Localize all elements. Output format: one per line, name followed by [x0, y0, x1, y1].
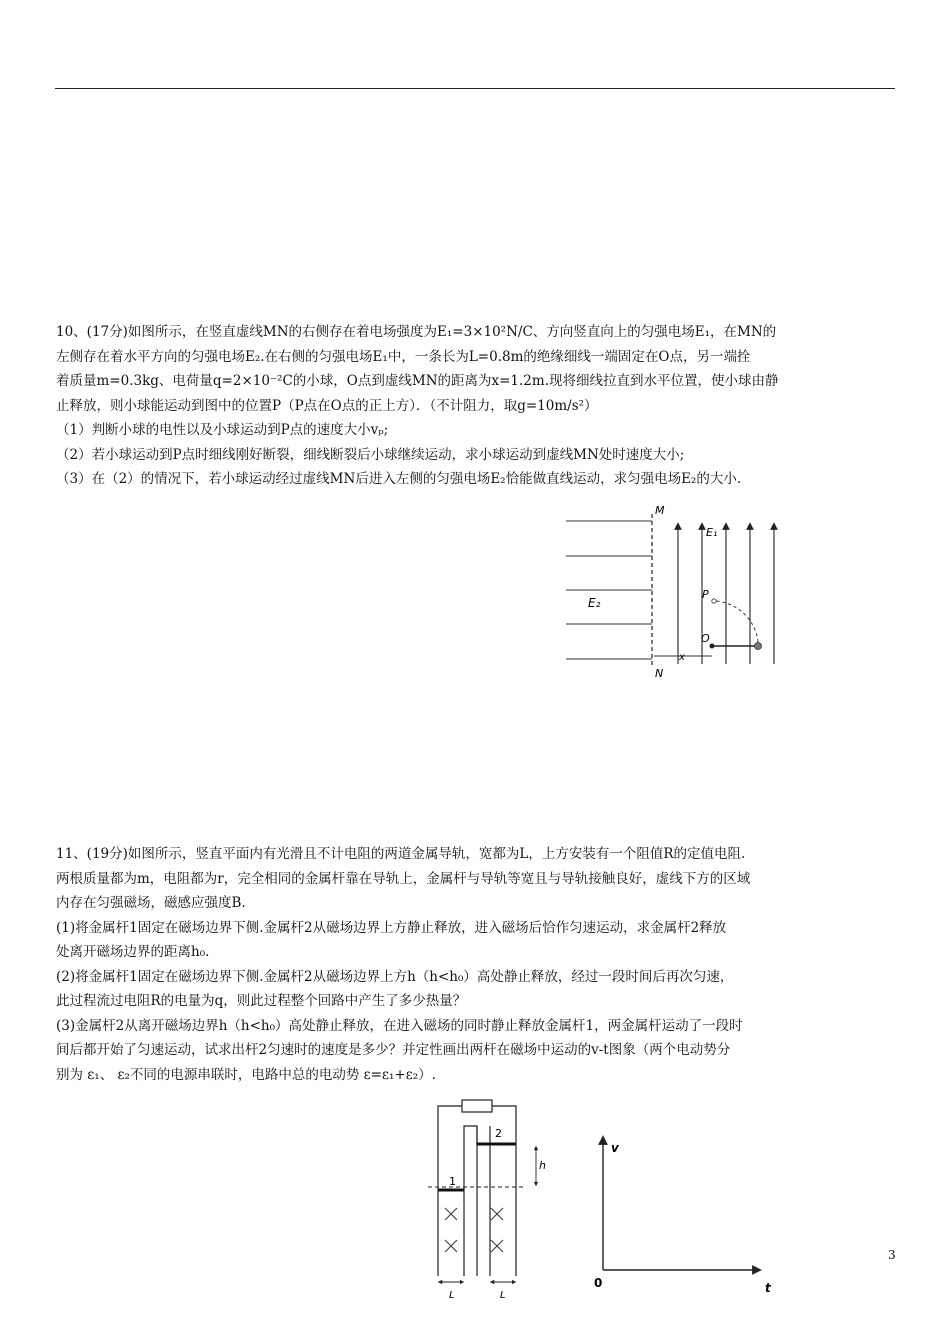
q11-line-2: 两根质量都为m，电阻都为r，完全相同的金属杆靠在导轨上，金属杆与导轨等宽且与导轨接触良好，虚线下方的区域 [56, 870, 751, 887]
label-m: M [655, 504, 665, 517]
label-e2: E₂ [588, 596, 601, 610]
pivot-o [710, 644, 715, 649]
q11-part-2-cont: 此过程流过电阻R的电量为q，则此过程整个回路中产生了多少热量？ [56, 993, 467, 1009]
q10-line-4: 止释放，则小球能运动到图中的位置P（P点在O点的正上方）．（不计阻力，取g=10m/s²） [56, 397, 598, 414]
q10-field-diagram [560, 500, 790, 685]
q10-line-1: 10、(17分)如图所示，在竖直虚线MN的右侧存在着电场强度为E₁=3×10²N/C、方向竖直向上的匀强电场E₁，在MN的 [56, 324, 777, 340]
q11-part-3-note: 别为 ε₁、 ε₂不同的电源串联时，电路中总的电动势 ε=ε₁+ε₂）. [56, 1066, 436, 1083]
q10-part-2: （2）若小球运动到P点时细线刚好断裂，细线断裂后小球继续运动，求小球运动到虚线MN处时速度大小; [56, 446, 685, 463]
magnetic-field-cross [491, 1208, 503, 1220]
point-p [712, 599, 716, 603]
q10-line-3: 着质量m=0.3kg、电荷量q=2×10⁻²C的小球，O点到虚线MN的距离为x=1.2m.现将细线拉直到水平位置，使小球由静 [56, 373, 779, 389]
q10-part-3: （3）在（2）的情况下，若小球运动经过虚线MN后进入左侧的匀强电场E₂恰能做直线运动，求匀强电场E₂的大小. [56, 471, 742, 487]
q11-line-3: 内存在匀强磁场，磁感应强度B. [56, 895, 246, 911]
q11-part-3-cont: 间后都开始了匀速运动，试求出杆2匀速时的速度是多少？并定性画出两杆在磁场中运动的v-t图象（两个电动势分 [56, 1042, 731, 1058]
label-origin: 0 [594, 1276, 603, 1290]
magnetic-field-cross [445, 1208, 457, 1220]
label-p: P [702, 588, 709, 601]
ball-path-arc [715, 601, 758, 642]
page-number: 3 [888, 1248, 896, 1262]
question-11 [56, 842, 896, 1087]
label-rod-2: 2 [495, 1127, 502, 1140]
ball [755, 643, 762, 650]
q11-rail-diagram [420, 1092, 560, 1304]
q10-part-1: （1）判断小球的电性以及小球运动到P点的速度大小vₚ; [56, 422, 389, 438]
resistor-r [462, 1100, 492, 1112]
label-e1: E₁ [706, 526, 718, 539]
q10-line-2: 左侧存在着水平方向的匀强电场E₂.在右侧的匀强电场E₁中，一条长为L=0.8m的绝缘细线一端固定在O点，另一端拴 [56, 348, 751, 365]
label-rod-1: 1 [449, 1175, 456, 1188]
q11-part-2: (2)将金属杆1固定在磁场边界下侧.金属杆2从磁场边界上方h（h<h₀）高处静止释放，经过一段时间后再次匀速， [56, 968, 734, 985]
vt-graph-axes [585, 1130, 785, 1300]
label-l-right: L [500, 1290, 506, 1301]
question-10 [56, 320, 896, 492]
label-o: O [701, 632, 710, 645]
q11-part-3: (3)金属杆2从离开磁场边界h（h<h₀）高处静止释放，在进入磁场的同时静止释放金属杆1，两金属杆运动了一段时 [56, 1017, 743, 1034]
magnetic-field-cross [445, 1240, 457, 1252]
q11-part-1: (1)将金属杆1固定在磁场边界下侧.金属杆2从磁场边界上方静止释放，进入磁场后恰作匀速运动，求金属杆2释放 [56, 919, 727, 936]
label-n: N [655, 667, 664, 680]
label-l-left: L [449, 1290, 455, 1301]
magnetic-field-cross [491, 1240, 503, 1252]
inner-rail-left [464, 1126, 477, 1276]
label-v: v [611, 1141, 619, 1155]
q11-part-1-cont: 处离开磁场边界的距离h₀. [56, 944, 210, 960]
label-x: x [679, 652, 685, 663]
label-t: t [765, 1281, 771, 1295]
label-h: h [539, 1159, 546, 1172]
header-rule [55, 88, 895, 89]
q11-line-1: 11、(19分)如图所示，竖直平面内有光滑且不计电阻的两道金属导轨，宽都为L，上方安装有一个阻值R的定值电阻. [56, 846, 746, 862]
